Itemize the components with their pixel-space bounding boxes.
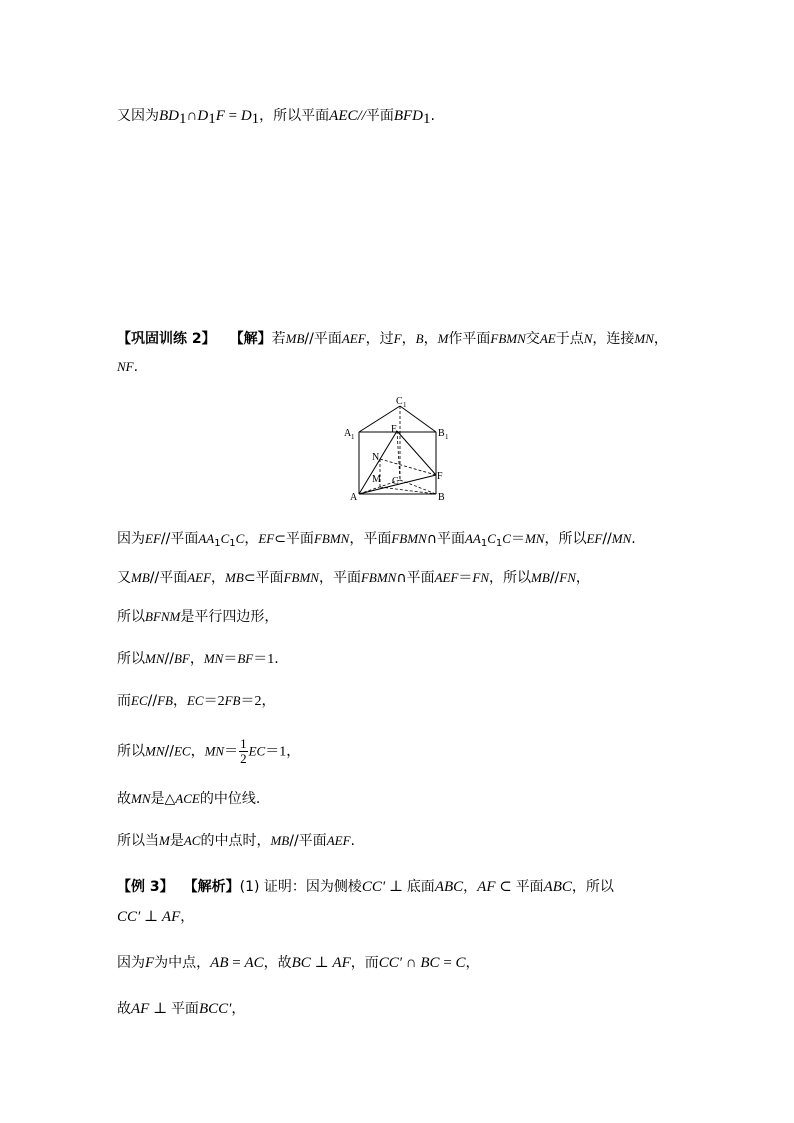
- text: 故: [117, 791, 131, 807]
- text: //: [164, 743, 174, 760]
- math: AEC: [329, 108, 358, 124]
- math: BC: [291, 955, 311, 971]
- label-n: N: [372, 452, 380, 463]
- text: (1) 证明：因为侧棱: [239, 879, 362, 895]
- text: ，: [463, 879, 478, 895]
- text: ＝: [203, 693, 218, 709]
- text: ，: [172, 693, 187, 709]
- math: BCC′: [198, 1001, 232, 1017]
- var: MN: [634, 331, 654, 346]
- var: BF: [237, 651, 254, 666]
- number: 1: [279, 744, 287, 760]
- text-line-g: [117, 789, 260, 809]
- text: ，所以: [544, 531, 587, 547]
- math-op: ∩: [186, 108, 198, 124]
- text-line-1: [117, 106, 435, 126]
- text: .: [274, 651, 279, 667]
- fraction-numerator: 1: [240, 736, 247, 751]
- text: ⊂平面: [243, 570, 284, 586]
- math: CC′: [117, 909, 141, 925]
- label-a1-sub: 1: [351, 433, 355, 441]
- text: ，: [286, 743, 301, 760]
- number: 1: [267, 652, 275, 667]
- text-line-example-3-b: [117, 953, 480, 973]
- var: MN: [145, 743, 165, 759]
- text: ，: [423, 331, 438, 347]
- var: AE: [539, 331, 556, 346]
- math-op: ⊂: [495, 879, 516, 895]
- text: ，平面: [349, 531, 392, 547]
- var: ACE: [175, 791, 200, 806]
- var: EF: [145, 531, 161, 546]
- var: FBMN: [391, 531, 427, 546]
- var: NF: [117, 359, 134, 374]
- text: 因为: [117, 955, 145, 971]
- var: F: [393, 331, 402, 346]
- text: .: [631, 531, 636, 547]
- var: AC: [183, 833, 201, 848]
- subscript: 1: [229, 538, 236, 549]
- text: 是: [169, 833, 184, 849]
- text: 所以: [117, 743, 145, 760]
- text: //: [164, 651, 174, 667]
- var: MB: [285, 331, 305, 346]
- text: 而: [117, 693, 131, 709]
- text: 是△: [150, 791, 176, 807]
- text: 底面: [406, 879, 435, 895]
- label-b1-sub: 1: [445, 433, 449, 441]
- var: FB: [224, 693, 241, 708]
- math: CC′: [378, 955, 403, 971]
- text: //平面: [304, 331, 342, 347]
- math-op: ∩: [402, 955, 421, 971]
- var: AEF: [187, 570, 212, 585]
- text: ，: [465, 955, 480, 971]
- var: C: [502, 531, 511, 546]
- text: ＝: [510, 531, 525, 547]
- text: //平面: [149, 570, 188, 586]
- math-op: =: [224, 108, 241, 124]
- var: EC: [186, 693, 204, 708]
- solution-label: 【解】: [229, 331, 272, 347]
- text: ＝: [265, 743, 280, 760]
- var: M: [437, 331, 449, 346]
- var: FBMN: [360, 570, 397, 585]
- subscript: 1: [423, 111, 431, 127]
- edge-c-b-dashed: [400, 480, 436, 494]
- text: .: [350, 833, 355, 849]
- var: EF: [586, 531, 603, 546]
- prism-figure: [340, 392, 452, 504]
- text: 所以: [117, 651, 145, 667]
- edge-m-b-dashed: [380, 487, 436, 494]
- math-op: ⊥: [385, 879, 407, 895]
- text: ∩平面: [426, 531, 465, 547]
- text: ，所以: [571, 879, 614, 895]
- var: MN: [611, 531, 632, 546]
- text: 是平行四边形，: [180, 609, 279, 625]
- text: 平面: [515, 879, 544, 895]
- text: ，: [653, 331, 668, 347]
- text: 所以: [117, 609, 145, 625]
- var: FN: [559, 570, 576, 585]
- text-line-example-3-cont: [117, 907, 194, 927]
- text: .: [430, 108, 435, 124]
- fraction-one-half: [239, 737, 248, 766]
- text: 故: [117, 1001, 131, 1017]
- text-line-consolidate: [117, 329, 668, 349]
- var: MN: [145, 651, 165, 666]
- var: MB: [531, 570, 550, 585]
- var: FB: [157, 693, 173, 708]
- text: //: [602, 531, 612, 547]
- math: D: [240, 108, 252, 124]
- text: .: [133, 359, 139, 375]
- var: N: [583, 331, 593, 346]
- text: 于点: [555, 331, 584, 347]
- text: ，连接: [592, 331, 635, 347]
- math: AF: [332, 955, 351, 971]
- text: 又因为: [117, 108, 159, 124]
- var: C: [220, 531, 230, 546]
- text-line-f: [117, 737, 300, 766]
- var: FBMN: [490, 331, 526, 346]
- subscript: 1: [208, 111, 216, 127]
- math: ABC: [543, 879, 572, 895]
- analysis-label: 【解析】: [183, 879, 240, 895]
- math: F: [145, 955, 155, 971]
- var: EC: [173, 743, 191, 759]
- subscript: 1: [495, 538, 503, 549]
- text: ，平面: [318, 570, 361, 586]
- var: EF: [258, 531, 275, 546]
- text: ，所以: [489, 570, 532, 586]
- edge-e-f: [397, 431, 436, 475]
- text: ，过: [365, 331, 394, 347]
- var: AA: [464, 531, 481, 546]
- var: FBMN: [313, 531, 350, 546]
- text: //: [147, 693, 158, 709]
- label-c1-sub: 1: [403, 401, 407, 409]
- label-b: B: [438, 492, 445, 503]
- text: 平面: [170, 1001, 199, 1017]
- text: 的中位线.: [199, 791, 261, 807]
- text: ＝: [223, 651, 238, 667]
- math: BFD: [393, 108, 424, 124]
- var: MN: [204, 743, 225, 759]
- text: 若: [271, 331, 286, 347]
- math: AC: [244, 955, 264, 971]
- var: MB: [131, 570, 150, 585]
- text: 平面: [365, 108, 394, 124]
- var: M: [159, 833, 170, 848]
- text: ＝: [240, 693, 255, 709]
- var: B: [415, 331, 424, 346]
- math-op: //: [357, 108, 366, 124]
- text: 又: [117, 570, 131, 586]
- text: ，: [231, 1001, 246, 1017]
- text-line-d: [117, 649, 279, 670]
- text: //: [549, 570, 560, 586]
- var: MN: [203, 651, 224, 666]
- var: FBMN: [283, 570, 319, 585]
- text: 所以当: [117, 833, 159, 849]
- text-line-h: [117, 831, 355, 851]
- math-op: ⊥: [310, 955, 333, 971]
- math: F: [215, 108, 225, 124]
- text: ＝: [458, 570, 473, 586]
- label-c1: C: [396, 396, 403, 407]
- math: AF: [477, 879, 496, 895]
- math: BC: [420, 955, 440, 971]
- text: ⊂平面: [274, 531, 314, 547]
- math: AF: [131, 1001, 150, 1017]
- text: ，所以平面: [259, 108, 330, 124]
- var: FN: [472, 570, 490, 585]
- label-b1: B: [438, 428, 445, 439]
- math: C: [455, 955, 466, 971]
- var: EC: [248, 743, 266, 759]
- var: AEF: [326, 833, 351, 848]
- text-line-b: [117, 568, 590, 588]
- label-a: A: [350, 492, 358, 503]
- text-line-e: [117, 691, 275, 712]
- math: BD: [159, 108, 179, 124]
- var: AEF: [341, 331, 366, 346]
- text: 的中点时，: [200, 833, 271, 849]
- label-m: M: [372, 474, 381, 485]
- text-line-example-3-c: [117, 999, 245, 1019]
- var: C: [487, 531, 496, 546]
- text: ＝: [224, 743, 239, 760]
- math: ABC: [434, 879, 464, 895]
- subscript: 1: [214, 538, 221, 549]
- text: ，: [244, 531, 259, 547]
- text: ，: [180, 909, 195, 925]
- fraction-denominator: 2: [240, 751, 247, 766]
- text: 为中点，: [154, 955, 211, 971]
- text: 交: [525, 331, 540, 347]
- text: ，: [401, 331, 416, 347]
- text-line-a: [117, 529, 636, 549]
- var: C: [235, 531, 245, 546]
- text: ，: [211, 570, 226, 586]
- math: AB: [210, 955, 229, 971]
- text: ，: [575, 570, 590, 586]
- label-e: E: [391, 424, 398, 435]
- var: BFNM: [145, 609, 181, 624]
- text-line-c: [117, 607, 278, 627]
- text: ，而: [350, 955, 379, 971]
- section-label: 【巩固训练 2】: [117, 331, 216, 347]
- edge-e-c-dashed: [397, 431, 400, 480]
- var: MB: [225, 570, 244, 585]
- var: AA: [198, 531, 215, 546]
- edge-n-f-dashed: [380, 459, 436, 475]
- text: ＝: [253, 651, 268, 667]
- label-c: C: [392, 476, 399, 487]
- text-line-example-3: [117, 877, 614, 897]
- text-line-consolidate-cont: [117, 357, 138, 377]
- text: ，: [190, 743, 205, 760]
- var: EC: [131, 693, 148, 708]
- text: ，故: [263, 955, 292, 971]
- var: AEF: [434, 570, 459, 585]
- var: MN: [524, 531, 545, 546]
- var: MB: [270, 833, 290, 848]
- text: ∩平面: [396, 570, 435, 586]
- math: CC′: [361, 879, 386, 895]
- math: D: [197, 108, 209, 124]
- math-op: ⊥: [140, 909, 162, 925]
- label-a1: A: [344, 428, 352, 439]
- example-label: 【例 3】: [117, 879, 174, 895]
- var: MN: [131, 791, 151, 806]
- text: ，: [261, 693, 276, 709]
- text: 作平面: [448, 331, 491, 347]
- text: ，: [189, 651, 204, 667]
- text: 因为: [117, 531, 145, 547]
- var: BF: [173, 651, 190, 666]
- subscript: 1: [480, 538, 488, 549]
- text: //平面: [160, 531, 199, 547]
- number: 2: [254, 694, 262, 709]
- math-op: =: [439, 955, 456, 971]
- edge-c1-b1: [400, 406, 436, 432]
- text: //平面: [289, 833, 327, 849]
- math: AF: [161, 909, 181, 925]
- subscript: 1: [251, 111, 260, 127]
- math-op: ⊥: [149, 1001, 171, 1017]
- number: 2: [217, 694, 225, 709]
- math-op: =: [228, 955, 245, 971]
- subscript: 1: [179, 111, 187, 127]
- label-f: F: [437, 471, 443, 482]
